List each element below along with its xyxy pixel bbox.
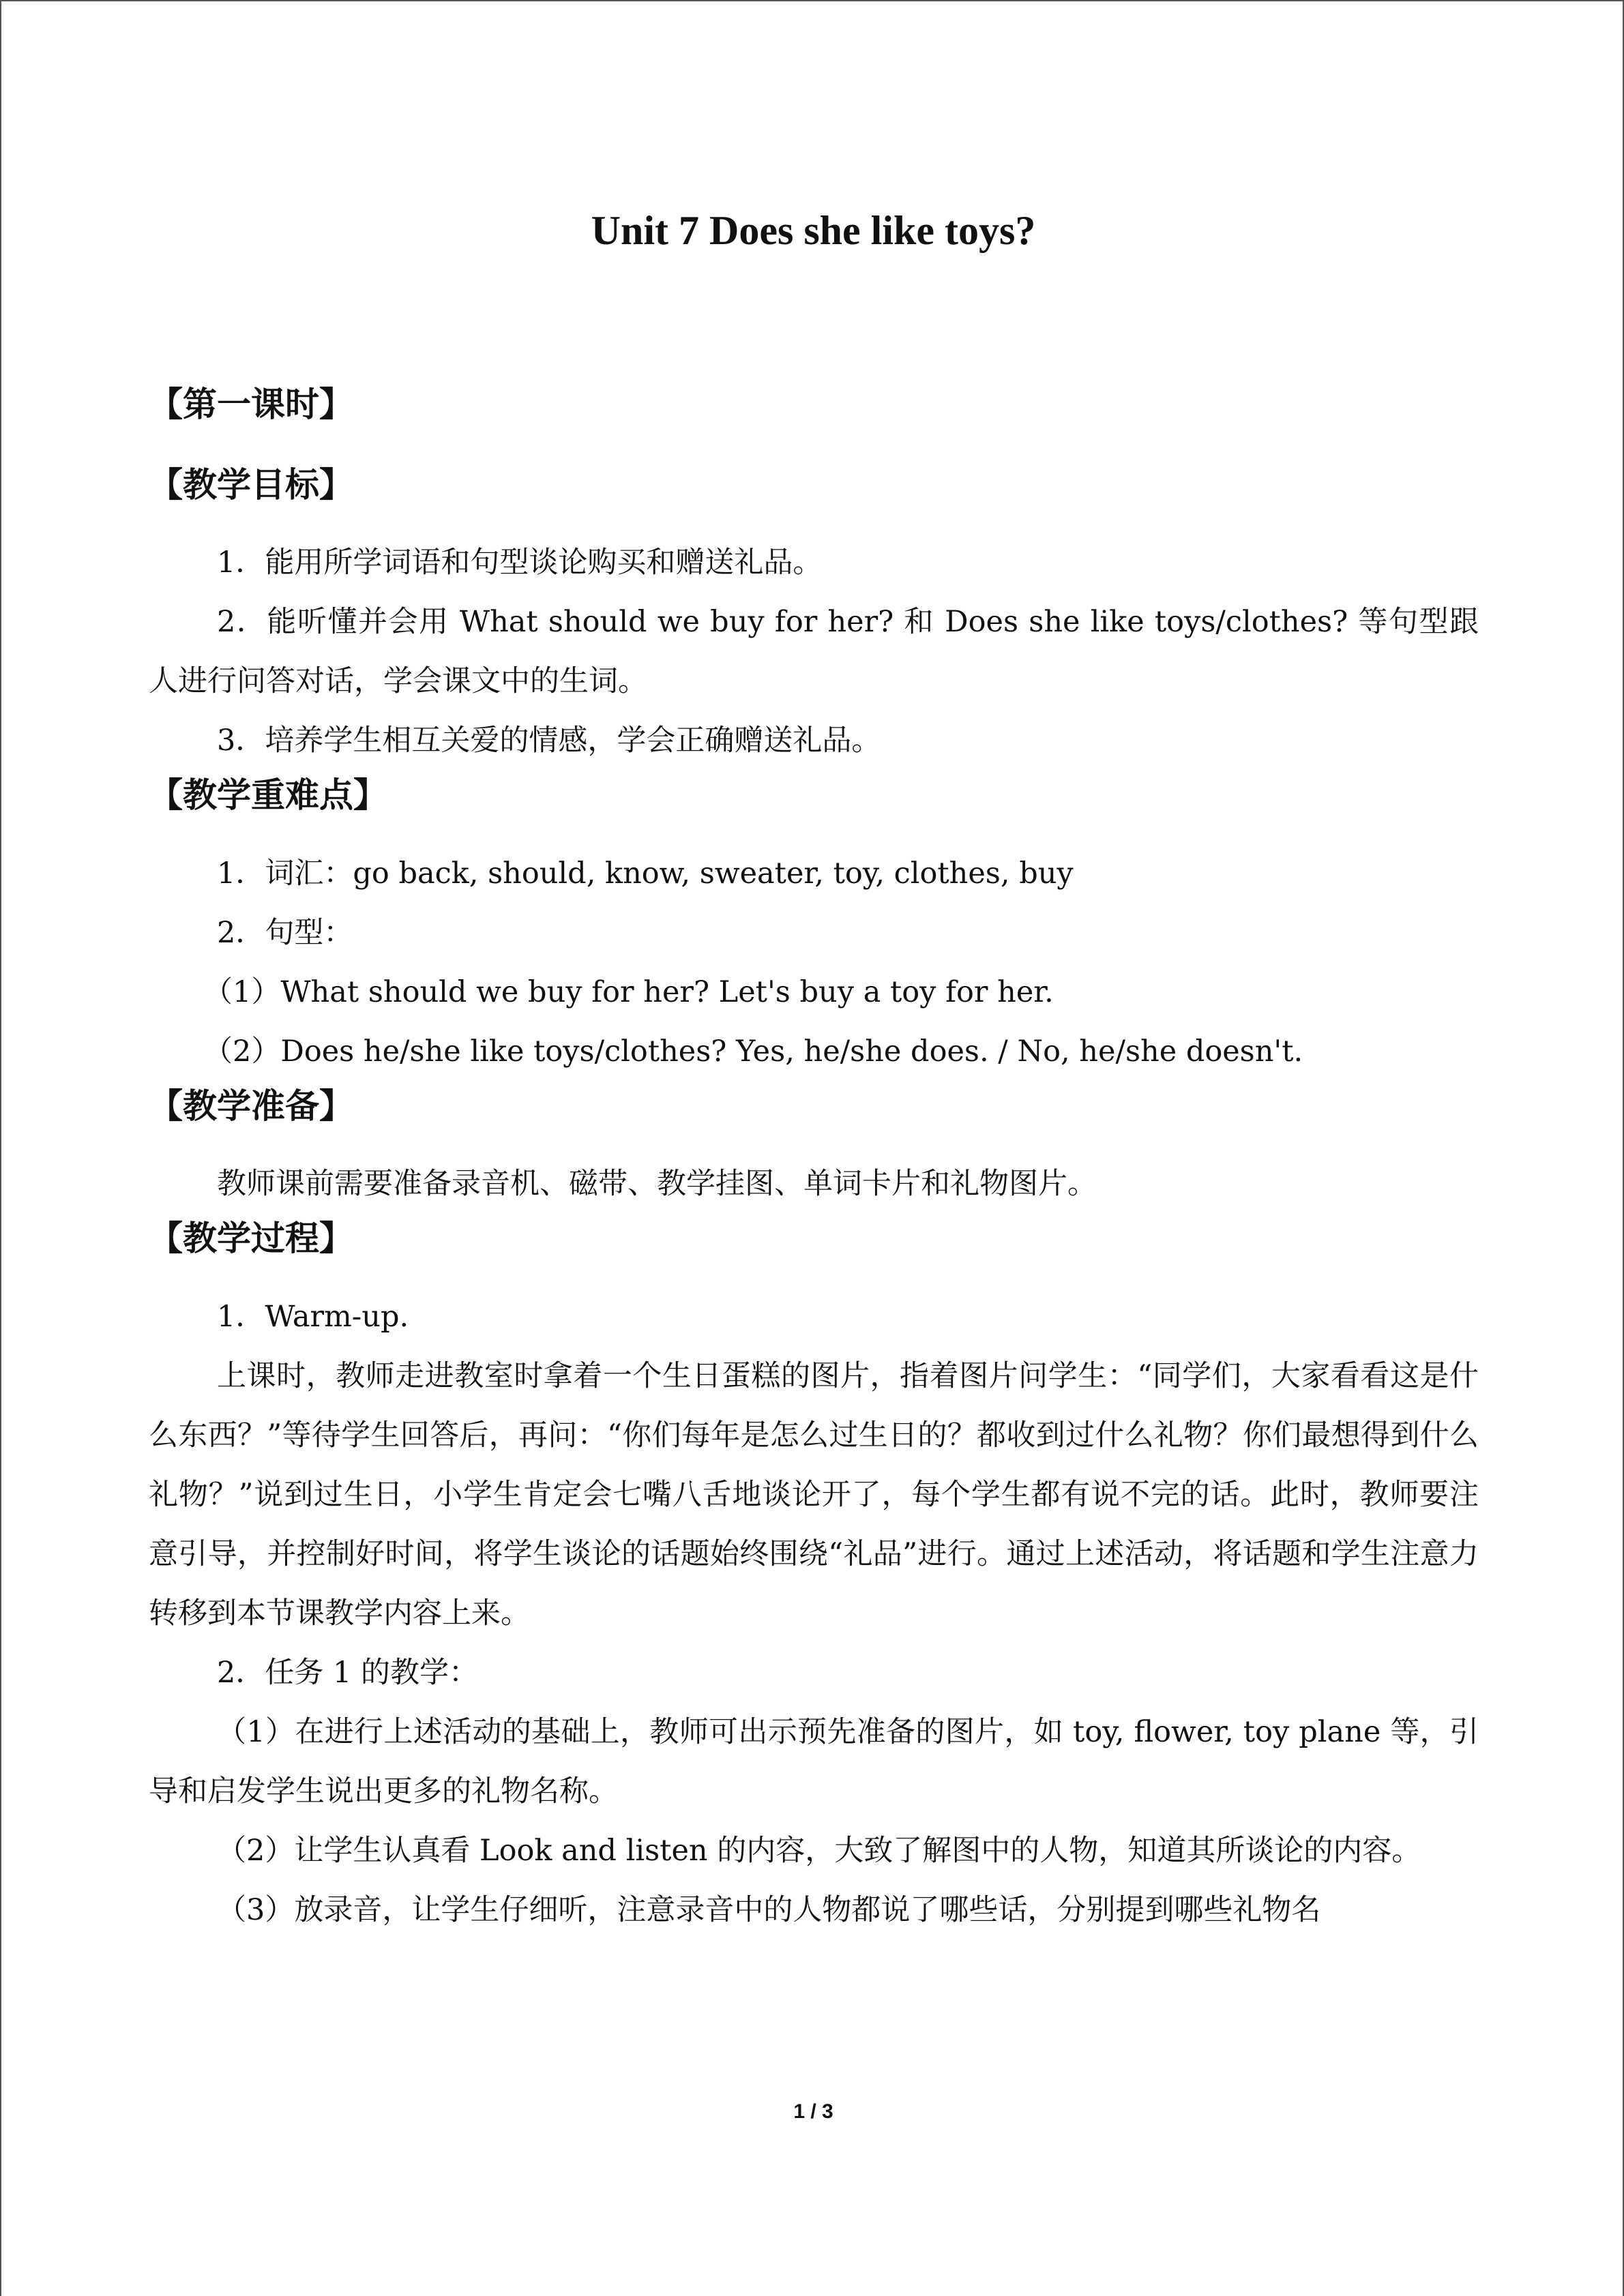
- spacer: [149, 1260, 1479, 1287]
- spacer: [149, 506, 1479, 533]
- document-body: [149, 383, 1479, 1940]
- process-paragraph-4: （1）在进行上述活动的基础上，教师可出示预先准备的图片，如 toy, flower, toy plane 等，引导和启发学生说出更多的礼物名称。: [149, 1714, 1479, 1808]
- spacer: [149, 1127, 1479, 1154]
- process-paragraph-2: 上课时，教师走进教室时拿着一个生日蛋糕的图片，指着图片问学生：“同学们，大家看看这是什么东西？”等待学生回答后，再问：“你们每年是怎么过生日的？都收到过什么礼物？你们最想得到什么礼物？”说到过生日，小学生肯定会七嘴八舌地谈论开了，每个学生都有说不完的话。此时，教师要注意引导，并控制好时间，将学生谈论的话题始终围绕“礼品”进行。通过上述活动，将话题和学生注意力转移到本节课教学内容上来。: [149, 1358, 1479, 1630]
- process-paragraph-6: （3）放录音，让学生仔细听，注意录音中的人物都说了哪些话，分别提到哪些礼物名: [217, 1892, 1321, 1927]
- key-points-heading: 【教学重难点】: [149, 775, 387, 815]
- lesson-heading: 【第一课时】: [149, 385, 353, 424]
- document-title: Unit 7 Does she like toys?: [591, 208, 1036, 253]
- key-point-item-3: （1）What should we buy for her? Let's buy a toy for her.: [203, 974, 1054, 1009]
- spacer: [149, 817, 1479, 844]
- objective-item-1: 1．能用所学词语和句型谈论购买和赠送礼品。: [217, 546, 823, 580]
- objective-item-2: 2．能听懂并会用 What should we buy for her? 和 Does she like toys/clothes? 等句型跟人进行问答对话，学会课文中的生词。: [149, 605, 1479, 698]
- key-point-item-2: 2．句型：: [217, 915, 353, 950]
- key-point-item-1: 1．词汇：go back, should, know, sweater, toy, clothes, buy: [217, 856, 1074, 891]
- key-point-item-4: （2）Does he/she like toys/clothes? Yes, he/she does. / No, he/she doesn't.: [203, 1034, 1303, 1069]
- process-paragraph-5: （2）让学生认真看 Look and listen 的内容，大致了解图中的人物，知道其所谈论的内容。: [217, 1833, 1421, 1868]
- preparation-heading: 【教学准备】: [149, 1086, 353, 1126]
- objectives-heading: 【教学目标】: [149, 464, 353, 505]
- process-paragraph-1: 1．Warm-up.: [217, 1299, 409, 1334]
- process-paragraph-3: 2．任务 1 的教学：: [217, 1655, 479, 1690]
- process-heading: 【教学过程】: [149, 1219, 353, 1258]
- objective-item-3: 3．培养学生相互关爱的情感，学会正确赠送礼品。: [217, 724, 881, 758]
- page-number: 1 / 3: [793, 2100, 833, 2123]
- preparation-text: 教师课前需要准备录音机、磁带、教学挂图、单词卡片和礼物图片。: [217, 1167, 1097, 1201]
